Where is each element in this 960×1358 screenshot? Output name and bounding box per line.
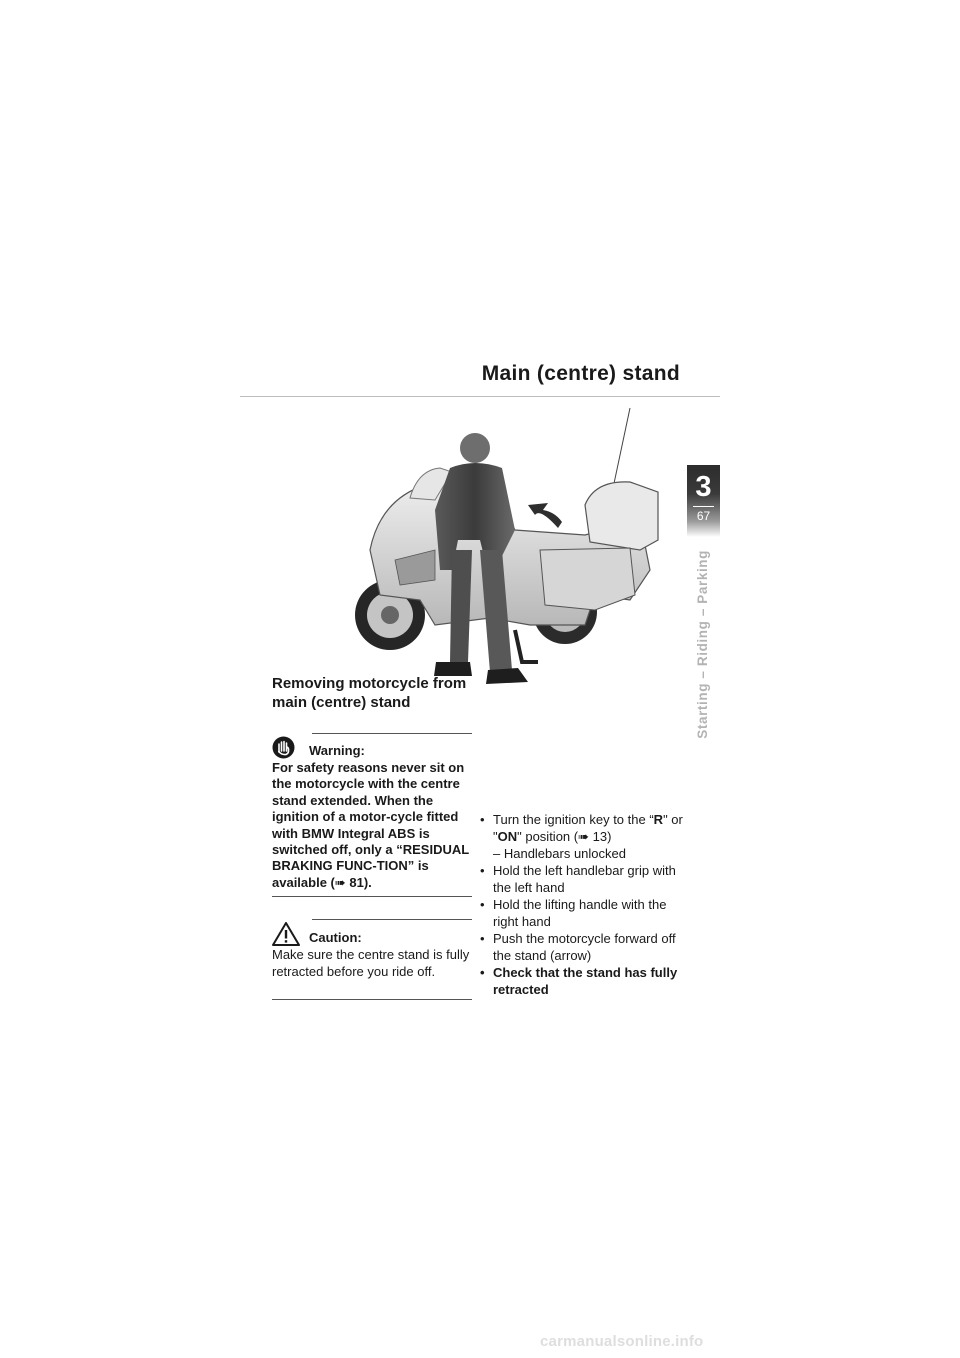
list-item: • Push the motorcycle forward off the stand (arrow) — [480, 930, 685, 964]
list-item — [480, 811, 685, 862]
caution-top-rule — [312, 919, 472, 920]
step-result: – Handlebars unlocked — [493, 846, 626, 861]
warning-label: Warning: — [309, 743, 365, 758]
warning-bottom-rule — [272, 896, 472, 897]
caution-text: Make sure the centre stand is fully retracted before you ride off. — [272, 947, 470, 979]
list-item: • Hold the left handlebar grip with the left hand — [480, 862, 685, 896]
step-text: " position (➠ 13) — [517, 829, 612, 844]
caution-bottom-rule — [272, 999, 472, 1000]
list-item: • Check that the stand has fully retracted — [480, 964, 685, 998]
stop-hand-icon — [272, 736, 305, 759]
procedure-steps — [480, 811, 685, 998]
section-heading: Removing motorcycle from main (centre) stand — [272, 675, 467, 711]
chapter-number: 3 — [695, 471, 712, 503]
caution-triangle-icon — [272, 922, 305, 946]
watermark: carmanualsonline.info — [540, 1333, 704, 1350]
chapter-side-label: Starting – Riding – Parking — [695, 550, 710, 739]
chapter-tab-divider — [693, 506, 714, 507]
page-number: 67 — [696, 509, 711, 523]
caution-header — [272, 922, 362, 946]
warning-text: For safety reasons never sit on the motorcycle with the centre stand extended. When the ignition of a motor-cycle fitted with BMW Integral ABS is switched off, only a “RESIDUAL BRAKING FUNC-TION” is available (➠ 81). — [272, 760, 469, 890]
warning-top-rule — [312, 733, 472, 734]
chapter-tab — [687, 465, 720, 537]
step-key-position: ON — [497, 829, 518, 844]
page-title: Main (centre) stand — [481, 362, 680, 385]
warning-header — [272, 736, 365, 759]
title-divider — [240, 396, 720, 397]
motorcycle-stand-illustration — [340, 400, 670, 700]
step-key-position: R — [653, 812, 664, 827]
list-item: • Hold the lifting handle with the right hand — [480, 896, 685, 930]
caution-label: Caution: — [309, 930, 362, 945]
step-text: " or " — [493, 812, 683, 844]
step-text: Turn the ignition key to the “ — [493, 812, 654, 827]
